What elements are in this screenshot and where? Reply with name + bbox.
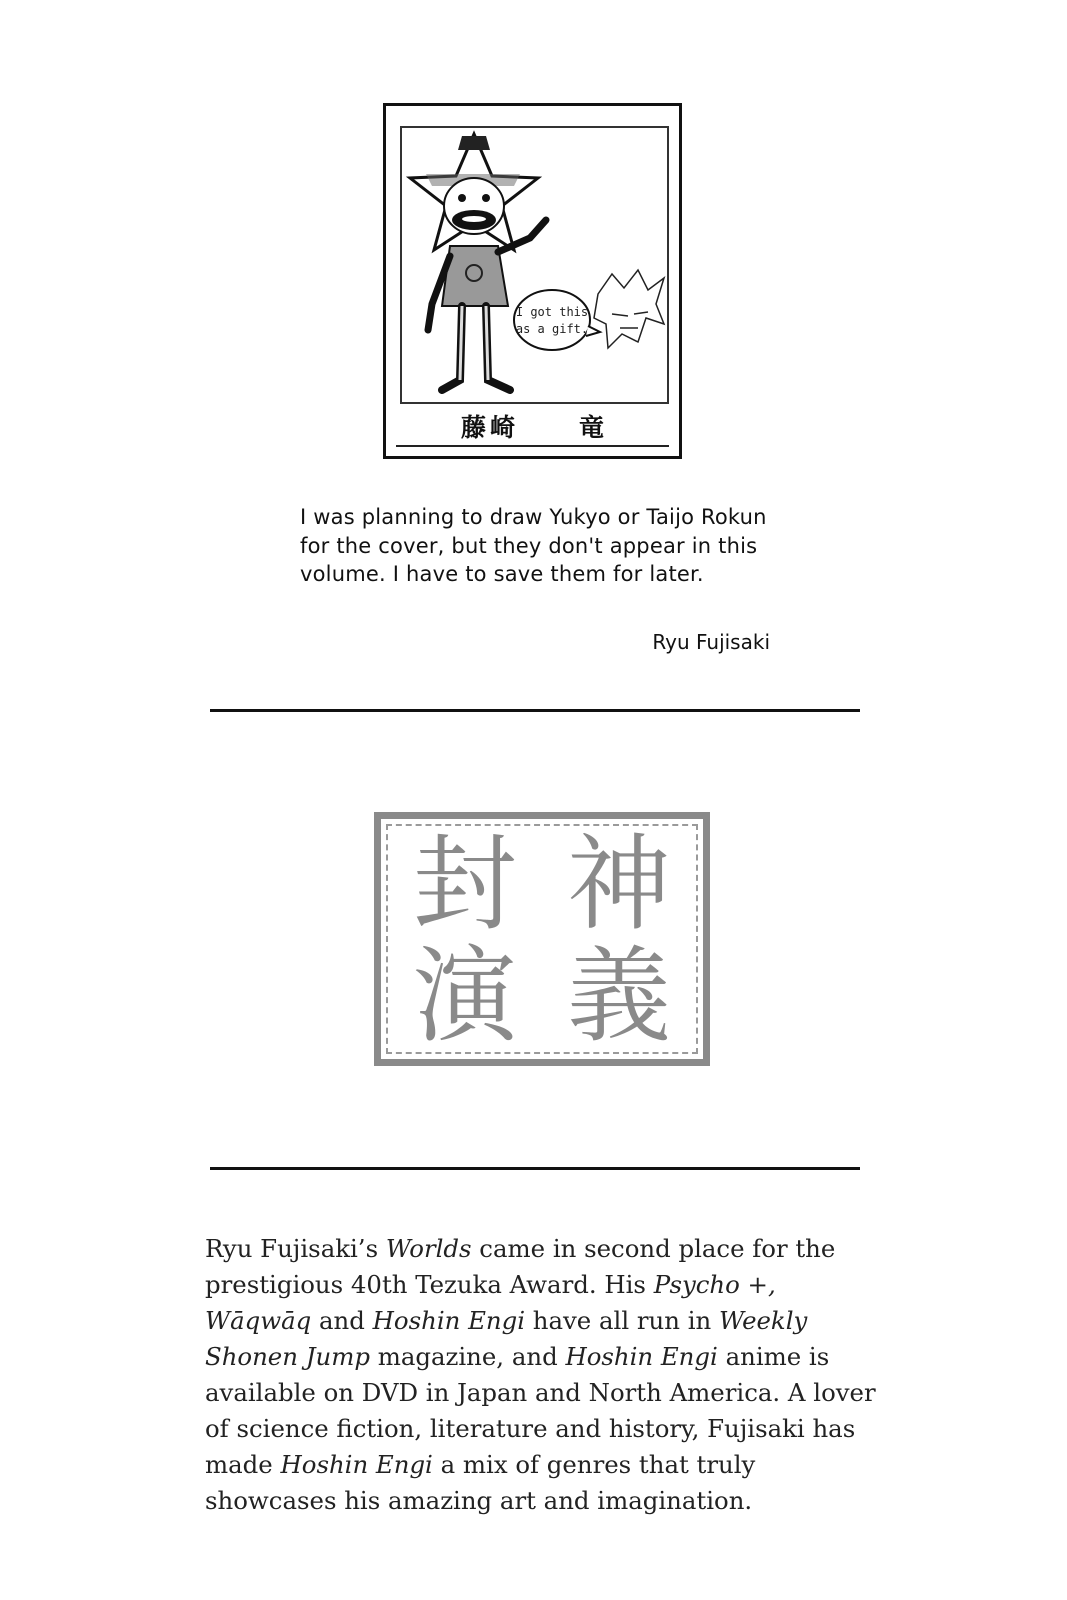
card-underline [396,445,669,447]
seal-char-top-left: 封 [412,822,517,945]
author-quote: I was planning to draw Yukyo or Taijo Rokun for the cover, but they don't appear in this volume. I have to save them for later. [300,505,767,586]
author-surname: 藤崎 [460,413,519,442]
bio-title-worlds: Worlds [385,1234,472,1263]
bio-text: a mix of genres that truly showcases his amazing art and imagination. [205,1450,756,1515]
speech-bubble-line-1: I got this [515,305,589,319]
bio-title-hoshin-engi: Hoshin Engi [280,1450,433,1479]
bio-text: came in second place for the prestigious 40th Tezuka Award. His [205,1234,836,1299]
author-name-japanese [386,404,679,448]
author-self-portrait-drawing [402,128,669,404]
bio-title-psycho-waqwaq: Psycho +, Wāqwāq [205,1270,776,1335]
author-given-name: 竜 [579,413,605,442]
hoshin-engi-seal [374,812,710,1066]
seal-char-bottom-left: 演 [412,934,517,1057]
divider-bottom [210,1167,860,1170]
bio-text: anime is available on DVD in Japan and North America. A lover of science fiction, literature and history, Fujisaki has made [205,1342,876,1479]
bio-text: and [311,1306,373,1335]
bio-title-weekly-shonen-jump: Weekly Shonen Jump [205,1306,808,1371]
speech-bubble-line-2: as a gift. [515,322,589,336]
seal-char-top-right: 神 [566,822,671,945]
author-biography [205,1231,885,1519]
quote-signature: Ryu Fujisaki [652,630,770,654]
author-illustration-frame [400,126,669,404]
bio-text: have all run in [525,1306,719,1335]
author-portrait-card [383,103,682,459]
bio-text: Ryu Fujisaki’s [205,1234,386,1263]
divider-top [210,709,860,712]
seal-char-bottom-right: 義 [566,934,671,1057]
bio-title-hoshin-engi: Hoshin Engi [372,1306,526,1335]
bio-title-hoshin-engi: Hoshin Engi [565,1342,718,1371]
bio-text: magazine, and [369,1342,566,1371]
